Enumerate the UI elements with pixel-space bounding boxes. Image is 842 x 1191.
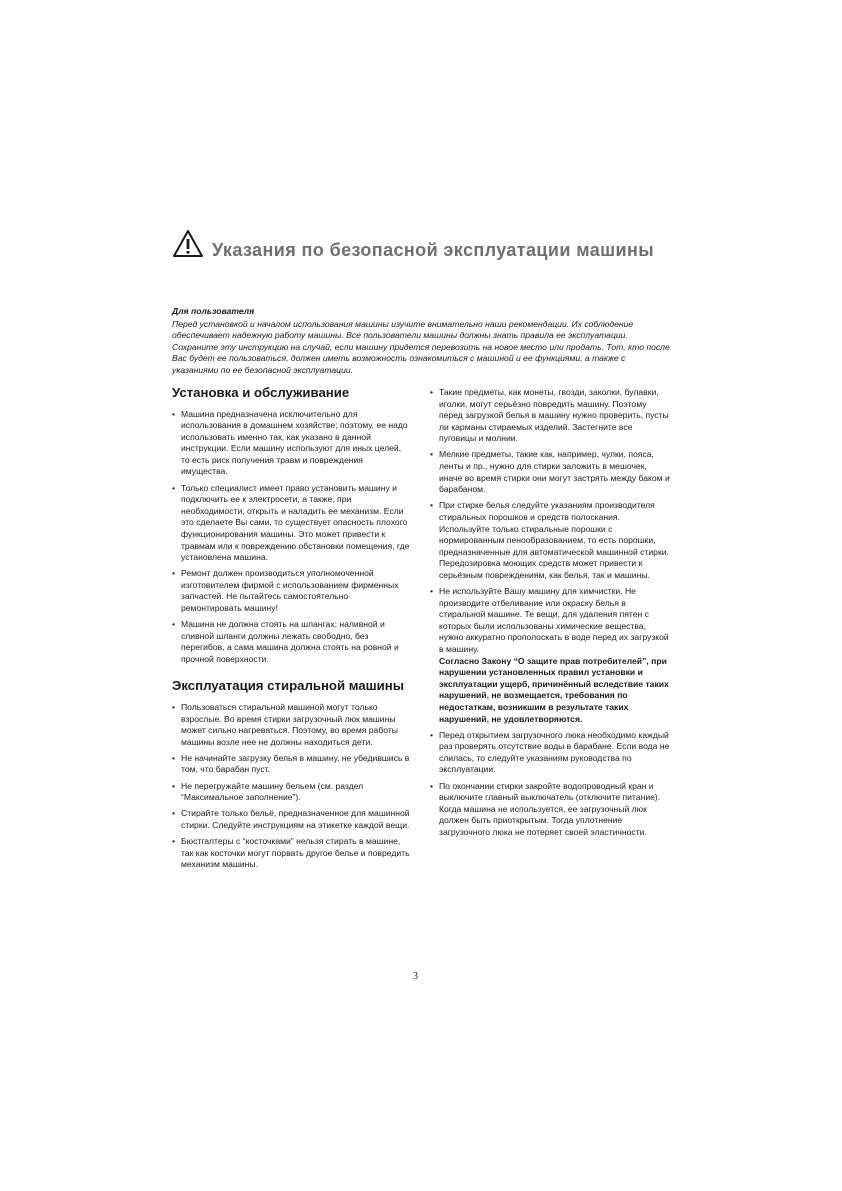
list-item: • Ремонт должен производиться уполномоченной изготовителем фирмой с использованием фирменных запчастей. Не пытайтесь самостоятельно ремонтировать машину! <box>172 568 399 613</box>
list-item: • Только специалист имеет право установить машину и подключить ее к электросети, а также, при необходимости, открыть и наладить ее механизм. Если это сделаете Вы сами, то существует опасность плохого функционирования машины. Это может привести к травмам или к повреждению обстановки помещения, где установлена машина. <box>172 482 410 563</box>
right-list <box>430 387 670 838</box>
list-item: • Такие предметы, как монеты, гвозди, заколки, булавки, иголки, могут серьёзно повредить машину. Поэтому перед загрузкой белья в машину нужно проверить, пусты ли карманы стираемых изделий. Застегните все пуговицы и молнии. <box>430 387 669 444</box>
list-item: • Не используйте Вашу машину для химчистки. Не производите отбеливание или окраску белья в стиральной машине. Те вещи, для удаления пятен с которых были использованы химические вещества, нужно аккуратно прополоскать в воде перед их загрузкой в машину. Согласно Закону “О защите прав потребителей”, при нарушении установленных правил установки и эксплуатации ущерб, причинённый вследствие таких нарушений, не возмещается, требования по недостаткам, возникшим в результате таких нарушений, не удовлетворяются. <box>430 586 669 724</box>
right-column <box>430 387 670 843</box>
list-item: • Мелкие предметы, такие как, например, чулки, пояса, ленты и пр., нужно для стирки заложить в мешочек, иначе во время стирки они могут застрять между баком и барабаном. <box>430 449 670 495</box>
list-item: • По окончании стирки закройте водопроводный кран и выключите главный выключатель (отключите питание). Когда машина не используется, ее загрузочный люк должен быть приоткрытым. Тогда уплотнение загрузочного люка не потеряет своей эластичности. <box>430 780 661 837</box>
list-item: • Пользоваться стиральной машиной могут только взрослые. Во время стирки загрузочный люк машины может сильно нагреваться. Поэтому, во время работы машины возле нее не должны находиться дети. <box>172 701 398 747</box>
list-item: • Не начинайте загрузку белья в машину, не убедившись в том, что барабан пуст. <box>172 752 410 775</box>
section-heading-operation: Эксплуатация стиральной машины <box>172 678 404 694</box>
list-item: • Не перегружайте машину бельем (см. раздел “Максимальное заполнение”). <box>172 780 364 803</box>
operation-list <box>172 702 410 871</box>
page-title: Указания по безопасной эксплуатации машины <box>212 240 655 260</box>
section-heading-installation: Установка и обслуживание <box>172 385 350 400</box>
list-item: • Перед открытием загрузочного люка необходимо каждый раз проверять отсутствие воды в барабане. Если вода не слилась, то следуйте указаниям руководства по эксплуатации. <box>430 729 670 775</box>
installation-list <box>172 409 410 666</box>
intro-block <box>172 306 672 377</box>
intro-text: Перед установкой и началом использования машины изучите внимательно наши рекомендации. Их соблюдение обеспечивает надежную работу машины. Все пользователи машины должны знать правила ее эксплуатации. Сохраните эту инструкцию на случай, если машину придется перевозить на новое место или продать. Тот, кто после Вас будет ее пользоваться, должен иметь возможность ознакомиться с машиной и ее функциями, а также с указаниями по ее безопасной эксплуатации. <box>172 318 670 375</box>
warning-triangle-icon <box>172 229 204 259</box>
list-item: • Бюстгалтеры с “косточками” нельзя стирать в машине, так как косточки могут порвать другое белье и повредить механизм машины. <box>172 835 410 870</box>
list-item: • Машина не должна стоять на шлангах: наливной и сливной шланги должны лежать свободно, без перегибов, а сама машина должна стоять на ровной и прочной поверхности. <box>172 619 399 664</box>
title-row <box>172 229 672 265</box>
left-column <box>172 386 410 875</box>
intro-heading: Для пользователя <box>172 306 255 316</box>
list-item: • Стирайте только бельё, предназначенное для машинной стирки. Следуйте инструкциям на этикетке каждой вещи. <box>172 808 410 830</box>
law-notice: Согласно Закону “О защите прав потребителей”, при нарушении установленных правил установки и эксплуатации ущерб, причинённый вследствие таких нарушений, не возмещается, требования по недостаткам, возникшим в результате таких нарушений, не удовлетворяются. <box>439 655 669 724</box>
page-number: 3 <box>413 971 418 982</box>
list-item: • При стирке белья следуйте указаниям производителя стиральных порошков и средств полоскания. Используйте только стиральные порошки с нормированным пенообразованием, то есть порошки, предназначенные для автоматической машинной стирки. Передозировка моющих средств может привести к серьёзным повреждениям, как белья, так и машины. <box>430 500 669 580</box>
list-item: • Машина предназначена исключительно для использования в домашнем хозяйстве; поэтому, ее надо использовать именно так, как указано в данной инструкции. Если машину используют для иных целей, то есть риск получения травм и повреждения имущества. <box>172 408 408 477</box>
